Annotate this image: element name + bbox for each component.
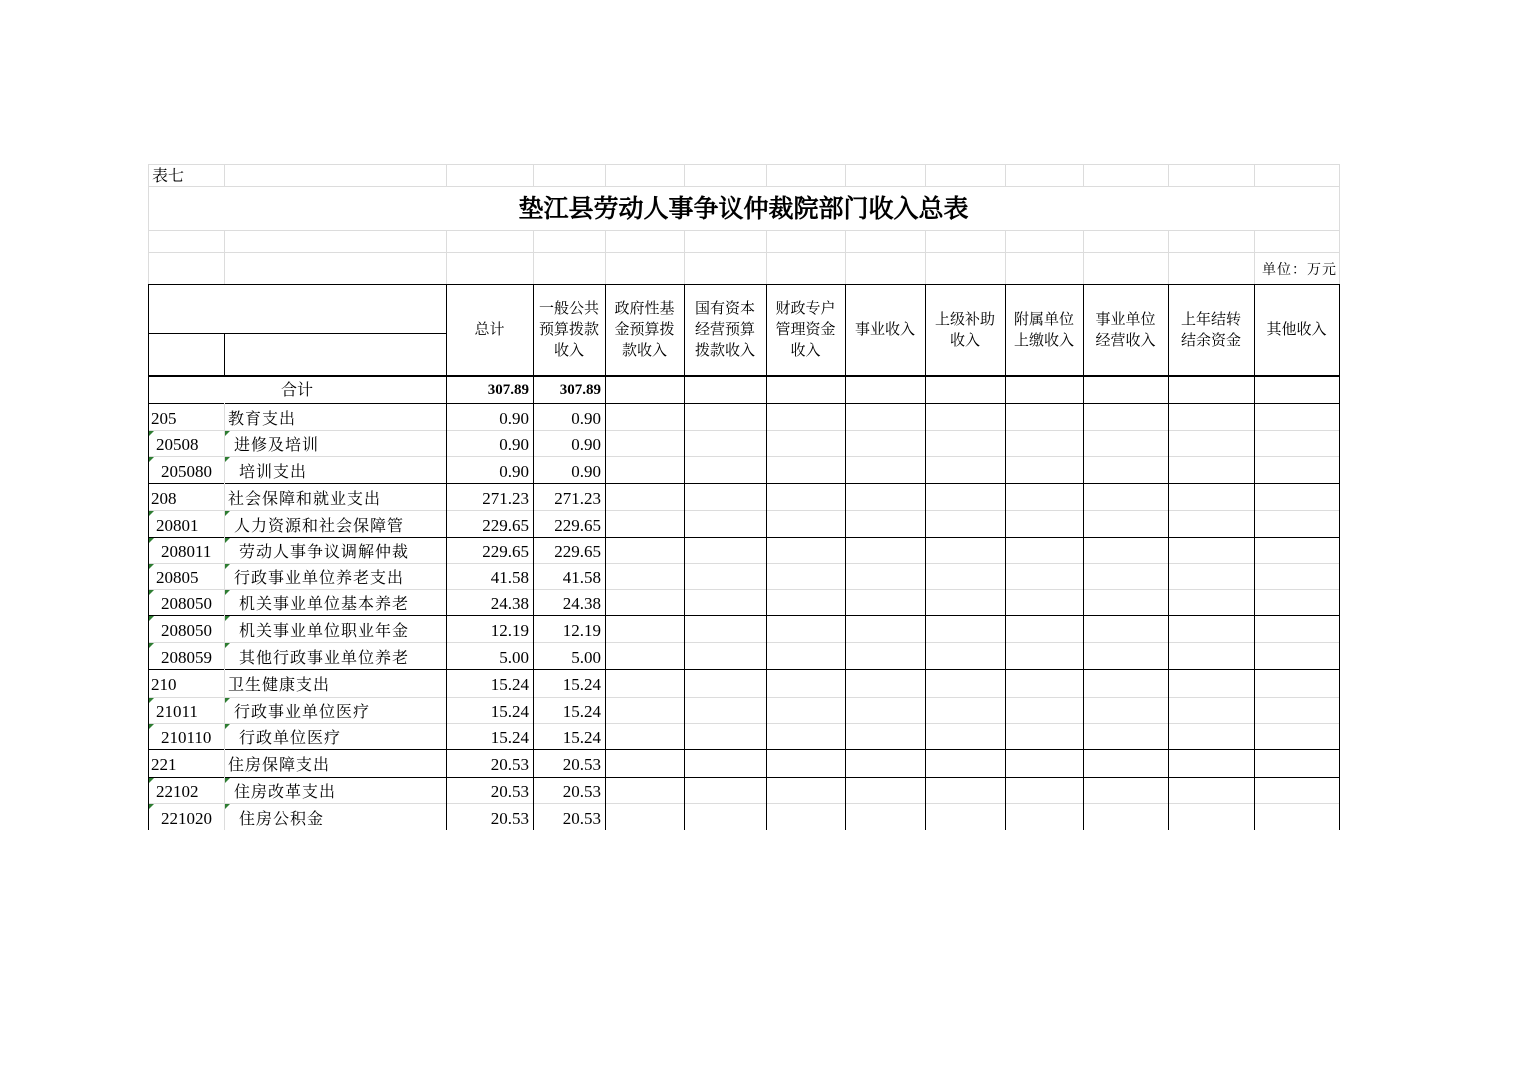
cell-marker-icon — [149, 511, 154, 516]
total-label: 合计 — [280, 379, 313, 399]
row-total: 229.65 — [482, 542, 529, 561]
header-col-7: 上级补助 收入 — [934, 309, 995, 349]
col-border — [1339, 284, 1340, 830]
row-general: 271.23 — [554, 489, 601, 508]
row-code: 205 — [151, 409, 177, 428]
header-col-3: 政府性基 金预算拨 款收入 — [614, 299, 675, 359]
grid-line — [1168, 164, 1169, 186]
grid-line — [1168, 230, 1169, 284]
total-amount: 307.89 — [487, 382, 529, 398]
row-total: 20.53 — [490, 782, 529, 801]
row-total: 20.53 — [490, 755, 529, 774]
row-general: 41.58 — [562, 568, 601, 587]
cell-marker-icon — [225, 564, 230, 569]
row-code: 208059 — [161, 648, 212, 667]
row-code: 208 — [151, 489, 177, 508]
row-name: 行政事业单位养老支出 — [234, 568, 405, 587]
header-col-10: 上年结转 结余资金 — [1180, 309, 1241, 349]
grid-line — [148, 164, 1339, 165]
grid-line — [148, 803, 1339, 804]
row-general: 229.65 — [554, 542, 601, 561]
row-code: 210110 — [161, 728, 212, 747]
row-general: 20.53 — [562, 782, 601, 801]
row-border — [148, 483, 1340, 484]
header-name — [224, 333, 446, 375]
header-col-9: 事业单位 经营收入 — [1095, 309, 1156, 349]
row-general: 0.90 — [571, 435, 601, 454]
row-total: 15.24 — [490, 675, 529, 694]
row-general: 12.19 — [562, 621, 601, 640]
header-col-2: 一般公共 预算拨款 收入 — [538, 299, 599, 359]
grid-line — [533, 164, 534, 186]
grid-line — [605, 164, 606, 186]
cell-marker-icon — [225, 778, 230, 783]
cell-marker-icon — [149, 564, 154, 569]
cell-marker-icon — [149, 724, 154, 729]
grid-line — [845, 164, 846, 186]
grid-line — [1339, 164, 1340, 186]
cell-marker-icon — [225, 457, 230, 462]
grid-line — [446, 164, 447, 186]
row-name: 劳动人事争议调解仲裁 — [239, 542, 410, 561]
grid-line — [148, 642, 1339, 643]
grid-line — [925, 230, 926, 284]
row-total: 24.38 — [490, 594, 529, 613]
row-name: 人力资源和社会保障管 — [234, 516, 405, 535]
grid-line — [224, 230, 225, 284]
row-general: 15.24 — [562, 675, 601, 694]
cell-marker-icon — [149, 431, 154, 436]
grid-line — [1005, 164, 1006, 186]
header-col-6: 事业收入 — [854, 320, 915, 338]
row-border — [148, 749, 1340, 750]
cell-marker-icon — [225, 511, 230, 516]
grid-line — [1005, 230, 1006, 284]
cell-marker-icon — [149, 778, 154, 783]
row-name: 社会保障和就业支出 — [228, 489, 382, 508]
row-total: 15.24 — [490, 702, 529, 721]
row-general: 20.53 — [562, 755, 601, 774]
grid-line — [148, 186, 149, 230]
row-general: 15.24 — [562, 728, 601, 747]
row-general: 15.24 — [562, 702, 601, 721]
grid-line — [148, 230, 149, 284]
cell-marker-icon — [225, 698, 230, 703]
header-col-1: 总计 — [474, 320, 505, 338]
cell-marker-icon — [149, 590, 154, 595]
grid-line — [224, 164, 225, 186]
row-border — [148, 669, 1340, 670]
cell-marker-icon — [225, 538, 230, 543]
row-name: 行政事业单位医疗 — [234, 702, 371, 721]
row-total: 0.90 — [499, 409, 529, 428]
row-general: 229.65 — [554, 516, 601, 535]
row-code: 208011 — [161, 542, 212, 561]
row-name: 其他行政事业单位养老 — [239, 648, 410, 667]
row-total: 41.58 — [490, 568, 529, 587]
row-name: 机关事业单位职业年金 — [239, 621, 410, 640]
row-code: 20801 — [156, 516, 199, 535]
row-name: 机关事业单位基本养老 — [239, 594, 410, 613]
cell-marker-icon — [225, 590, 230, 595]
grid-line — [1083, 230, 1084, 284]
cell-marker-icon — [225, 643, 230, 648]
row-name: 进修及培训 — [234, 435, 320, 454]
row-name: 住房保障支出 — [228, 755, 331, 774]
row-code: 221020 — [161, 809, 212, 828]
row-total: 271.23 — [482, 489, 529, 508]
grid-line — [148, 723, 1339, 724]
cell-marker-icon — [149, 804, 154, 809]
grid-line — [148, 697, 1339, 698]
row-name: 培训支出 — [239, 462, 308, 481]
grid-line — [1339, 230, 1340, 284]
total-general: 307.89 — [559, 382, 601, 398]
grid-line — [148, 186, 1339, 187]
header-col-8: 附属单位 上缴收入 — [1013, 309, 1074, 349]
grid-line — [1083, 164, 1084, 186]
grid-line — [845, 230, 846, 284]
row-general: 24.38 — [562, 594, 601, 613]
row-border — [148, 537, 1340, 538]
row-total: 20.53 — [490, 809, 529, 828]
grid-line — [148, 430, 1339, 431]
header-col-5: 财政专户 管理资金 收入 — [775, 299, 836, 359]
row-total: 229.65 — [482, 516, 529, 535]
row-total: 0.90 — [499, 462, 529, 481]
row-code: 20805 — [156, 568, 199, 587]
cell-marker-icon — [149, 698, 154, 703]
header-col-11: 其他收入 — [1266, 320, 1327, 338]
unit-label: 单位：万元 — [1262, 262, 1337, 278]
cell-marker-icon — [225, 724, 230, 729]
cell-marker-icon — [225, 804, 230, 809]
row-code: 221 — [151, 755, 177, 774]
row-code: 208050 — [161, 594, 212, 613]
cell-marker-icon — [149, 457, 154, 462]
row-name: 住房公积金 — [239, 809, 325, 828]
row-total: 12.19 — [490, 621, 529, 640]
row-total: 0.90 — [499, 435, 529, 454]
row-border — [148, 777, 1340, 778]
row-border — [148, 615, 1340, 616]
row-general: 20.53 — [562, 809, 601, 828]
row-name: 行政单位医疗 — [239, 728, 342, 747]
row-name: 教育支出 — [228, 409, 297, 428]
grid-line — [533, 230, 534, 284]
cell-marker-icon — [225, 616, 230, 621]
grid-line — [1254, 164, 1255, 186]
row-general: 0.90 — [571, 409, 601, 428]
table-number: 表七 — [152, 166, 185, 185]
grid-line — [684, 230, 685, 284]
sheet-title: 垫江县劳动人事争议仲裁院部门收入总表 — [518, 194, 969, 223]
grid-line — [925, 164, 926, 186]
cell-marker-icon — [149, 643, 154, 648]
grid-line — [766, 230, 767, 284]
row-total: 15.24 — [490, 728, 529, 747]
row-code: 21011 — [156, 702, 198, 721]
row-general: 5.00 — [571, 648, 601, 667]
grid-line — [148, 510, 1339, 511]
row-border — [148, 403, 1340, 404]
row-code: 208050 — [161, 621, 212, 640]
grid-line — [605, 230, 606, 284]
grid-line — [148, 252, 1339, 253]
row-name: 卫生健康支出 — [228, 675, 331, 694]
grid-line — [148, 230, 1339, 231]
row-general: 0.90 — [571, 462, 601, 481]
row-total: 5.00 — [499, 648, 529, 667]
cell-marker-icon — [149, 538, 154, 543]
row-name: 住房改革支出 — [234, 782, 337, 801]
grid-line — [148, 563, 1339, 564]
grid-line — [684, 164, 685, 186]
grid-line — [1339, 186, 1340, 230]
row-code: 22102 — [156, 782, 199, 801]
cell-marker-icon — [149, 616, 154, 621]
row-code: 210 — [151, 675, 177, 694]
row-code: 205080 — [161, 462, 212, 481]
header-subject — [148, 284, 446, 333]
grid-line — [446, 230, 447, 284]
header-code — [148, 333, 224, 375]
header-col-4: 国有资本 经营预算 拨款收入 — [694, 299, 755, 359]
cell-marker-icon — [225, 431, 230, 436]
grid-line — [148, 456, 1339, 457]
row-code: 20508 — [156, 435, 199, 454]
grid-line — [148, 164, 149, 186]
grid-line — [148, 589, 1339, 590]
grid-line — [766, 164, 767, 186]
grid-line — [1254, 230, 1255, 284]
